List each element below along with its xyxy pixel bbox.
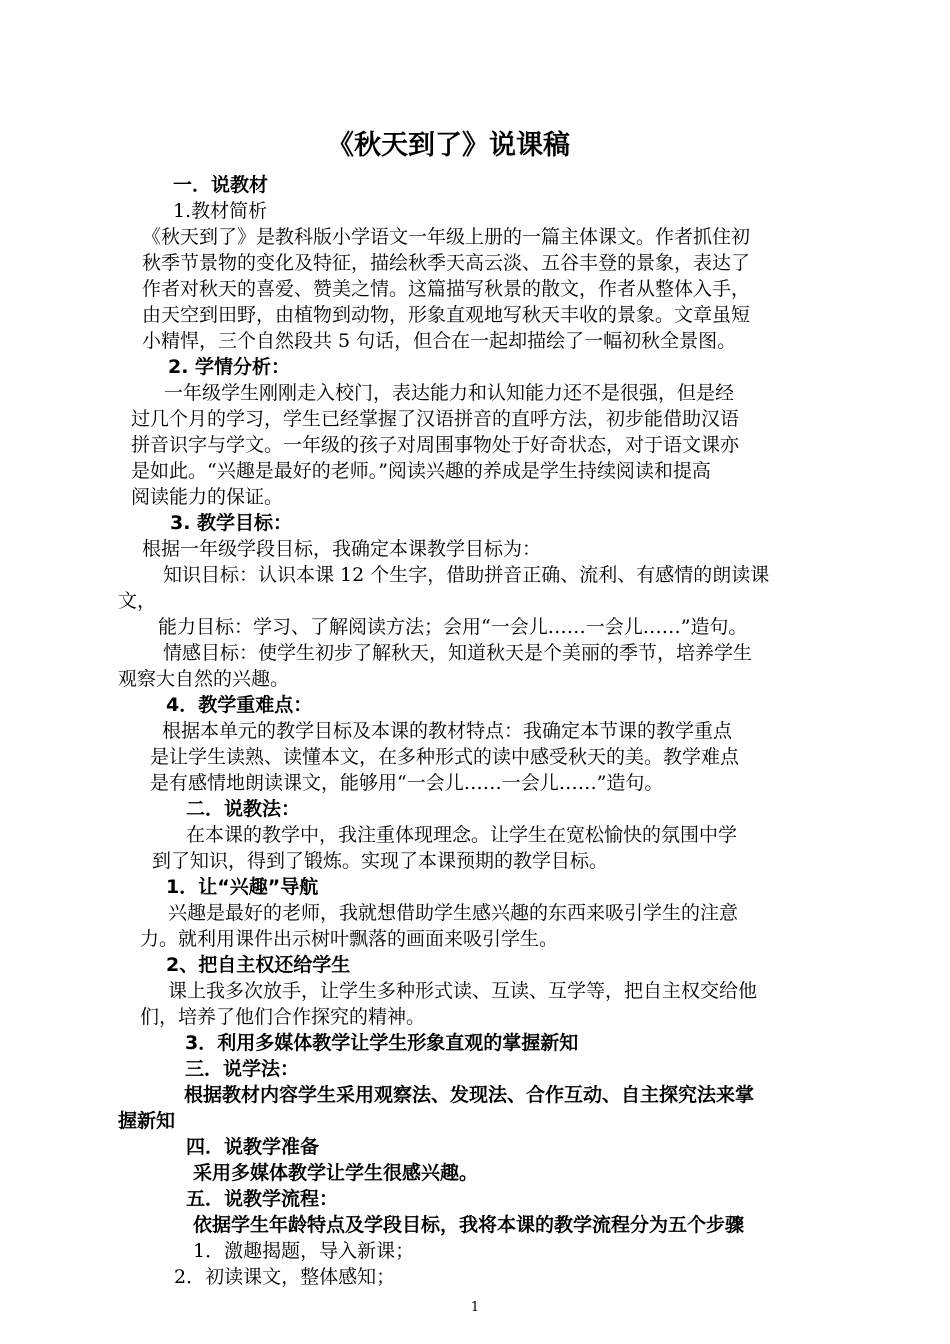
document-title: 《秋天到了》说课稿 <box>327 130 570 161</box>
paragraph-line: 是有感情地朗读课文，能够用“一会儿……一会儿……”造句。 <box>150 772 664 794</box>
list-item: 1．激趣揭题，导入新课； <box>193 1240 415 1262</box>
paragraph-line: 课上我多次放手，让学生多种形式读、互读、互学等，把自主权交给他 <box>168 980 758 1002</box>
paragraph-line: 到了知识，得到了锻炼。实现了本课预期的教学目标。 <box>152 850 609 872</box>
paragraph-line: 力。就利用课件出示树叶飘落的画面来吸引学生。 <box>140 928 559 950</box>
paragraph-line: 们，培养了他们合作探究的精神。 <box>140 1006 426 1028</box>
paragraph-line: 兴趣是最好的老师，我就想借助学生感兴趣的东西来吸引学生的注意 <box>168 902 739 924</box>
paragraph-line: 过几个月的学习，学生已经掌握了汉语拼音的直呼方法，初步能借助汉语 <box>131 408 740 430</box>
paragraph-line: 依据学生年龄特点及学段目标，我将本课的教学流程分为五个步骤 <box>193 1214 745 1236</box>
paragraph-line: 根据本单元的教学目标及本课的教材特点：我确定本节课的教学重点 <box>162 720 733 742</box>
section-heading: 四．说教学准备 <box>186 1136 320 1158</box>
paragraph-line: 能力目标：学习、了解阅读方法；会用“一会儿……一会儿……”造句。 <box>158 616 748 638</box>
paragraph-line: 《秋天到了》是教科版小学语文一年级上册的一篇主体课文。作者抓住初 <box>142 226 751 248</box>
paragraph-line: 秋季节景物的变化及特征，描绘秋季天高云淡、五谷丰登的景象，表达了 <box>142 252 751 274</box>
paragraph-line: 根据一年级学段目标，我确定本课教学目标为： <box>142 538 542 560</box>
paragraph-line: 观察大自然的兴趣。 <box>118 668 290 690</box>
subsection-heading: 2、把自主权还给学生 <box>166 954 351 976</box>
subsection-heading: 4．教学重难点： <box>166 694 313 716</box>
paragraph-line: 是让学生读熟、读懂本文，在多种形式的读中感受秋天的美。教学难点 <box>150 746 740 768</box>
paragraph-line: 根据教材内容学生采用观察法、发现法、合作互动、自主探究法来掌 <box>184 1084 755 1106</box>
paragraph-line: 情感目标：使学生初步了解秋天，知道秋天是个美丽的季节，培养学生 <box>163 642 753 664</box>
paragraph-line: 一年级学生刚刚走入校门，表达能力和认知能力还不是很强，但是经 <box>164 382 735 404</box>
subsection-heading: 3. 教学目标： <box>170 512 293 534</box>
paragraph-line: 采用多媒体教学让学生很感兴趣。 <box>193 1162 479 1184</box>
paragraph-line: 由天空到田野，由植物到动物，形象直观地写秋天丰收的景象。文章虽短 <box>142 304 751 326</box>
subsection-heading: 2. 学情分析： <box>168 356 291 378</box>
subsection-heading: 1．让“兴趣”导航 <box>166 876 319 898</box>
paragraph-line: 小精悍，三个自然段共 5 句话，但合在一起却描绘了一幅初秋全景图。 <box>142 330 737 352</box>
list-item: 2．初读课文，整体感知； <box>174 1266 396 1288</box>
paragraph-line: 文， <box>118 590 157 612</box>
section-heading: 一．说教材 <box>173 174 269 196</box>
paragraph-line: 握新知 <box>118 1110 176 1132</box>
subsection-heading: 1.教材简析 <box>173 200 268 222</box>
paragraph-line: 作者对秋天的喜爱、赞美之情。这篇描写秋景的散文，作者从整体入手， <box>142 278 751 300</box>
paragraph-line: 拼音识字与学文。一年级的孩子对周围事物处于好奇状态，对于语文课亦 <box>131 434 740 456</box>
section-heading: 五．说教学流程： <box>186 1188 339 1210</box>
section-heading: 二．说教法： <box>186 798 301 820</box>
paragraph-line: 是如此。“兴趣是最好的老师。”阅读兴趣的养成是学生持续阅读和提高 <box>131 460 711 482</box>
section-heading: 三．说学法： <box>185 1058 300 1080</box>
paragraph-line: 知识目标：认识本课 12 个生字，借助拼音正确、流利、有感情的朗读课 <box>163 564 770 586</box>
subsection-heading: 3．利用多媒体教学让学生形象直观的掌握新知 <box>185 1032 579 1054</box>
paragraph-line: 阅读能力的保证。 <box>131 486 284 508</box>
paragraph-line: 在本课的教学中，我注重体现理念。让学生在宽松愉快的氛围中学 <box>186 824 738 846</box>
page-number: 1 <box>470 1300 480 1315</box>
